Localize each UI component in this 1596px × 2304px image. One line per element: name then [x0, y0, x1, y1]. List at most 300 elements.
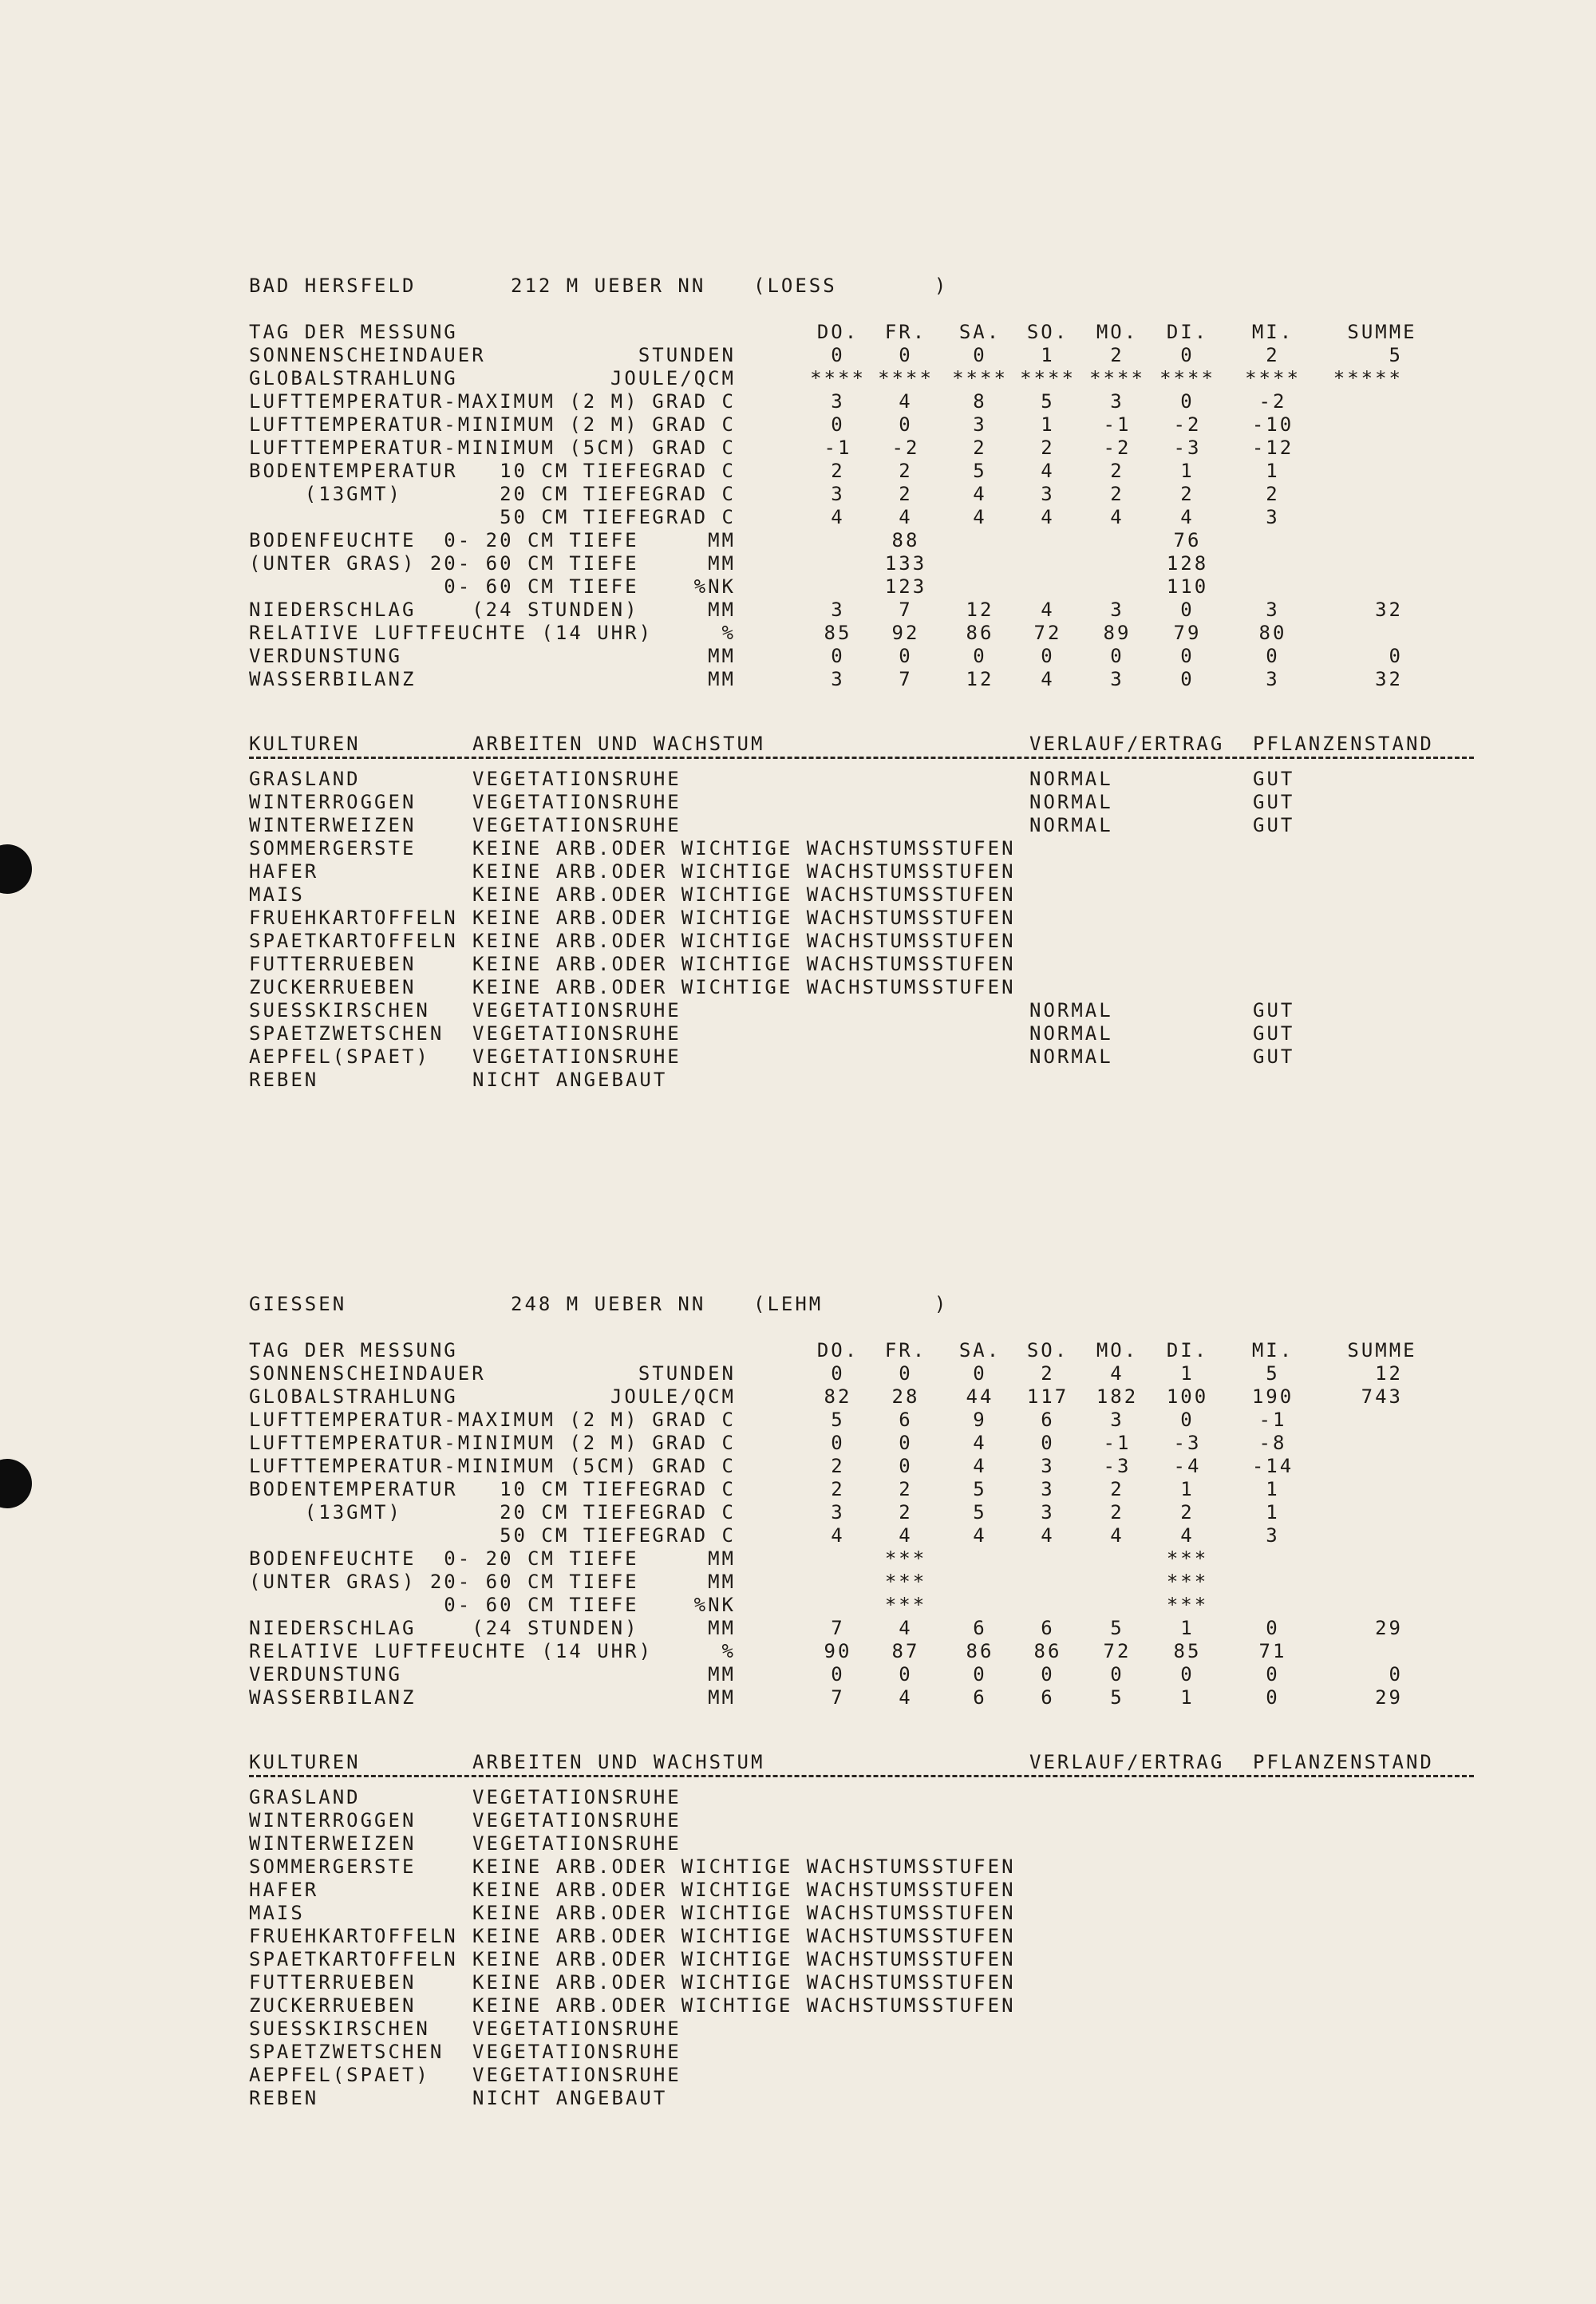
measurement-value: 2 — [1180, 1501, 1195, 1523]
measurement-label: SONNENSCHEINDAUER — [249, 344, 486, 366]
measurement-value: 3 — [973, 413, 987, 436]
measurement-value: -1 — [1258, 1409, 1287, 1431]
measurement-value: 5 — [1110, 1617, 1124, 1639]
measurement-value: 2 — [899, 1478, 913, 1500]
measurement-unit: MM — [708, 1571, 736, 1593]
measurement-value: 80 — [1258, 622, 1287, 644]
measurement-unit: MM — [708, 668, 736, 690]
culture-work: KEINE ARB.ODER WICHTIGE WACHSTUMSSTUFEN — [472, 837, 1016, 860]
measurement-value: 4 — [1041, 460, 1055, 482]
measurement-value: 82 — [824, 1385, 852, 1408]
culture-name: FUTTERRUEBEN — [249, 1971, 417, 1994]
measurement-label: BODENTEMPERATUR 10 CM TIEFE — [249, 1478, 654, 1500]
measurement-value: 2 — [899, 460, 913, 482]
measurement-value: 4 — [973, 506, 987, 528]
culture-work: KEINE ARB.ODER WICHTIGE WACHSTUMSSTUFEN — [472, 1902, 1016, 1924]
measurement-value: 2 — [1110, 344, 1124, 366]
measurement-value: 4 — [831, 1524, 845, 1547]
measurement-value: 117 — [1026, 1385, 1069, 1408]
measurement-value: *** — [884, 1594, 927, 1616]
culture-name: HAFER — [249, 860, 319, 883]
measurement-value: 123 — [884, 575, 927, 598]
measurement-value: 4 — [831, 506, 845, 528]
culture-work: VEGETATIONSRUHE — [472, 2017, 681, 2040]
measurement-value: 2 — [1110, 1478, 1124, 1500]
measurement-label: BODENTEMPERATUR 10 CM TIEFE — [249, 460, 654, 482]
measurement-value: 5 — [1041, 390, 1055, 413]
measurement-unit: GRAD C — [652, 483, 736, 505]
culture-work: VEGETATIONSRUHE — [472, 999, 681, 1022]
measurement-sum: ***** — [1333, 367, 1403, 389]
measurement-value: -3 — [1173, 437, 1202, 459]
measurement-value: 71 — [1258, 1640, 1287, 1662]
measurement-value: 1 — [1041, 413, 1055, 436]
day-header: DI. — [1166, 321, 1209, 343]
measurement-value: 3 — [1110, 1409, 1124, 1431]
culture-verlauf: NORMAL — [1029, 1045, 1113, 1068]
culture-work: KEINE ARB.ODER WICHTIGE WACHSTUMSSTUFEN — [472, 953, 1016, 975]
measurement-label: TAG DER MESSUNG — [249, 1339, 458, 1361]
measurement-value: 2 — [973, 437, 987, 459]
measurement-unit: MM — [708, 529, 736, 551]
measurement-value: 3 — [1041, 1478, 1055, 1500]
culture-name: ZUCKERRUEBEN — [249, 976, 417, 998]
measurement-value: 0 — [973, 645, 987, 667]
measurement-label: GLOBALSTRAHLUNG — [249, 1385, 458, 1408]
measurement-value: 0 — [831, 1362, 845, 1385]
measurement-unit: GRAD C — [652, 390, 736, 413]
measurement-unit: GRAD C — [652, 437, 736, 459]
measurement-value: 3 — [1266, 599, 1280, 621]
measurement-value: *** — [1166, 1594, 1209, 1616]
measurement-sum: 5 — [1389, 344, 1403, 366]
measurement-unit: %NK — [693, 1594, 736, 1616]
measurement-value: 6 — [899, 1409, 913, 1431]
measurement-label: LUFTTEMPERATUR-MINIMUM (5CM) — [249, 1455, 639, 1477]
measurement-value: 0 — [831, 1663, 845, 1686]
measurement-value: 0 — [1110, 645, 1124, 667]
measurement-label: 0- 60 CM TIEFE — [249, 1594, 639, 1616]
measurement-value: 0 — [831, 413, 845, 436]
measurement-value: 4 — [973, 1524, 987, 1547]
measurement-value: 3 — [831, 483, 845, 505]
measurement-value: 44 — [966, 1385, 994, 1408]
measurement-unit: GRAD C — [652, 413, 736, 436]
measurement-unit: GRAD C — [652, 506, 736, 528]
measurement-value: 4 — [973, 483, 987, 505]
measurement-value: -3 — [1173, 1432, 1202, 1454]
measurement-unit: MM — [708, 1686, 736, 1709]
measurement-value: 4 — [1041, 599, 1055, 621]
culture-work: VEGETATIONSRUHE — [472, 1832, 681, 1855]
measurement-unit: STUNDEN — [638, 1362, 736, 1385]
culture-work: VEGETATIONSRUHE — [472, 1809, 681, 1832]
measurement-label: GLOBALSTRAHLUNG — [249, 367, 458, 389]
culture-name: WINTERROGGEN — [249, 1809, 417, 1832]
measurement-value: 2 — [1266, 344, 1280, 366]
measurement-unit: % — [721, 622, 736, 644]
measurement-value: **** — [810, 367, 866, 389]
culture-work: VEGETATIONSRUHE — [472, 2064, 681, 2086]
culture-name: AEPFEL(SPAET) — [249, 1045, 430, 1068]
culture-verlauf: NORMAL — [1029, 999, 1113, 1022]
measurement-sum: 0 — [1389, 1663, 1403, 1686]
culture-work: VEGETATIONSRUHE — [472, 1045, 681, 1068]
measurement-value: -1 — [1103, 1432, 1132, 1454]
measurement-value: 6 — [973, 1617, 987, 1639]
culture-name: SPAETZWETSCHEN — [249, 2041, 444, 2063]
measurement-value: 6 — [1041, 1617, 1055, 1639]
measurement-value: 0 — [831, 1432, 845, 1454]
measurement-label: (13GMT) 20 CM TIEFE — [249, 483, 654, 505]
measurement-value: 86 — [1033, 1640, 1062, 1662]
measurement-value: **** — [952, 367, 1008, 389]
culture-header-stand: PFLANZENSTAND — [1253, 733, 1434, 755]
measurement-value: 3 — [831, 390, 845, 413]
measurement-value: 0 — [1110, 1663, 1124, 1686]
measurement-sum: 12 — [1375, 1362, 1403, 1385]
day-header: MI. — [1251, 1339, 1294, 1361]
measurement-value: 72 — [1033, 622, 1062, 644]
measurement-label: NIEDERSCHLAG (24 STUNDEN) — [249, 599, 639, 621]
measurement-unit: GRAD C — [652, 1524, 736, 1547]
measurement-unit: MM — [708, 552, 736, 575]
measurement-value: 0 — [1266, 1617, 1280, 1639]
measurement-value: 0 — [1266, 645, 1280, 667]
measurement-value: 4 — [899, 1686, 913, 1709]
measurement-value: 86 — [966, 622, 994, 644]
measurement-value: 88 — [891, 529, 920, 551]
measurement-value: 0 — [1180, 1409, 1195, 1431]
measurement-value: 7 — [831, 1617, 845, 1639]
culture-work: KEINE ARB.ODER WICHTIGE WACHSTUMSSTUFEN — [472, 1879, 1016, 1901]
day-header: DI. — [1166, 1339, 1209, 1361]
culture-work: KEINE ARB.ODER WICHTIGE WACHSTUMSSTUFEN — [472, 930, 1016, 952]
measurement-label: TAG DER MESSUNG — [249, 321, 458, 343]
measurement-label: (13GMT) 20 CM TIEFE — [249, 1501, 654, 1523]
measurement-value: 0 — [1180, 599, 1195, 621]
culture-name: SOMMERGERSTE — [249, 837, 417, 860]
measurement-unit: MM — [708, 1617, 736, 1639]
measurement-value: -2 — [1258, 390, 1287, 413]
measurement-value: 0 — [899, 1432, 913, 1454]
culture-name: GRASLAND — [249, 1786, 361, 1808]
measurement-value: 0 — [831, 344, 845, 366]
measurement-value: 182 — [1096, 1385, 1139, 1408]
measurement-label: (UNTER GRAS) 20- 60 CM TIEFE — [249, 1571, 639, 1593]
measurement-value: 0 — [899, 1362, 913, 1385]
measurement-label: LUFTTEMPERATUR-MAXIMUM (2 M) — [249, 1409, 639, 1431]
measurement-value: 0 — [1266, 1686, 1280, 1709]
station-altitude: 248 M UEBER NN — [511, 1293, 706, 1315]
measurement-unit: GRAD C — [652, 460, 736, 482]
culture-verlauf: NORMAL — [1029, 768, 1113, 790]
measurement-value: 3 — [1041, 1455, 1055, 1477]
measurement-value: 2 — [1110, 460, 1124, 482]
measurement-value: 2 — [1041, 437, 1055, 459]
measurement-value: 4 — [899, 1524, 913, 1547]
measurement-value: 5 — [1266, 1362, 1280, 1385]
culture-work: KEINE ARB.ODER WICHTIGE WACHSTUMSSTUFEN — [472, 907, 1016, 929]
culture-verlauf: NORMAL — [1029, 814, 1113, 836]
culture-work: VEGETATIONSRUHE — [472, 791, 681, 813]
culture-verlauf: NORMAL — [1029, 1022, 1113, 1045]
measurement-label: SONNENSCHEINDAUER — [249, 1362, 486, 1385]
culture-work: KEINE ARB.ODER WICHTIGE WACHSTUMSSTUFEN — [472, 883, 1016, 906]
measurement-label: RELATIVE LUFTFEUCHTE (14 UHR) — [249, 622, 654, 644]
measurement-value: 4 — [1041, 1524, 1055, 1547]
measurement-value: 100 — [1166, 1385, 1209, 1408]
culture-name: SOMMERGERSTE — [249, 1855, 417, 1878]
culture-name: WINTERWEIZEN — [249, 814, 417, 836]
station-soil: (LEHM ) — [753, 1293, 949, 1315]
culture-work: NICHT ANGEBAUT — [472, 2087, 668, 2109]
station-soil: (LOESS ) — [753, 275, 949, 297]
measurement-value: 89 — [1103, 622, 1132, 644]
measurement-label: 0- 60 CM TIEFE — [249, 575, 639, 598]
culture-work: KEINE ARB.ODER WICHTIGE WACHSTUMSSTUFEN — [472, 976, 1016, 998]
measurement-value: 0 — [899, 1455, 913, 1477]
measurement-value: 7 — [899, 599, 913, 621]
culture-name: SPAETKARTOFFELN — [249, 1948, 458, 1970]
measurement-unit: GRAD C — [652, 1501, 736, 1523]
measurement-value: 85 — [824, 622, 852, 644]
measurement-value: 7 — [831, 1686, 845, 1709]
measurement-unit: MM — [708, 599, 736, 621]
measurement-value: 4 — [899, 1617, 913, 1639]
measurement-label: 50 CM TIEFE — [249, 1524, 654, 1547]
measurement-value: 72 — [1103, 1640, 1132, 1662]
measurement-value: 87 — [891, 1640, 920, 1662]
measurement-value: 6 — [1041, 1686, 1055, 1709]
measurement-value: 0 — [1180, 1663, 1195, 1686]
measurement-value: 1 — [1180, 1686, 1195, 1709]
day-header: SA. — [958, 1339, 1001, 1361]
measurement-value: 4 — [1110, 1524, 1124, 1547]
measurement-sum: 0 — [1389, 645, 1403, 667]
measurement-value: 1 — [1266, 1478, 1280, 1500]
measurement-value: 8 — [973, 390, 987, 413]
culture-name: AEPFEL(SPAET) — [249, 2064, 430, 2086]
culture-name: SPAETZWETSCHEN — [249, 1022, 444, 1045]
measurement-value: 4 — [899, 390, 913, 413]
measurement-value: 2 — [1266, 483, 1280, 505]
culture-stand: GUT — [1253, 768, 1295, 790]
measurement-value: 4 — [973, 1455, 987, 1477]
culture-verlauf: NORMAL — [1029, 791, 1113, 813]
measurement-value: *** — [1166, 1547, 1209, 1570]
measurement-value: 0 — [1041, 1432, 1055, 1454]
culture-name: SUESSKIRSCHEN — [249, 2017, 430, 2040]
day-header: DO. — [816, 1339, 859, 1361]
punch-hole — [0, 1459, 32, 1508]
sum-header: SUMME — [1347, 321, 1417, 343]
measurement-value: *** — [884, 1547, 927, 1570]
measurement-value: 0 — [973, 1362, 987, 1385]
measurement-value: -14 — [1251, 1455, 1294, 1477]
measurement-value: **** — [1020, 367, 1076, 389]
measurement-value: 79 — [1173, 622, 1202, 644]
culture-name: GRASLAND — [249, 768, 361, 790]
measurement-label: LUFTTEMPERATUR-MAXIMUM (2 M) — [249, 390, 639, 413]
measurement-value: 1 — [1180, 1617, 1195, 1639]
measurement-value: -1 — [1103, 413, 1132, 436]
measurement-value: 2 — [1041, 1362, 1055, 1385]
measurement-value: 4 — [1110, 506, 1124, 528]
measurement-value: 3 — [1266, 668, 1280, 690]
measurement-label: WASSERBILANZ — [249, 1686, 417, 1709]
culture-stand: GUT — [1253, 814, 1295, 836]
measurement-value: 3 — [1266, 506, 1280, 528]
measurement-value: 5 — [973, 1501, 987, 1523]
measurement-value: -12 — [1251, 437, 1294, 459]
measurement-value: 6 — [1041, 1409, 1055, 1431]
measurement-value: *** — [884, 1571, 927, 1593]
culture-work: VEGETATIONSRUHE — [472, 814, 681, 836]
measurement-label: WASSERBILANZ — [249, 668, 417, 690]
measurement-value: 2 — [831, 1455, 845, 1477]
measurement-value: 90 — [824, 1640, 852, 1662]
culture-stand: GUT — [1253, 999, 1295, 1022]
measurement-value: 1 — [1266, 460, 1280, 482]
measurement-value: 0 — [899, 1663, 913, 1686]
culture-name: ZUCKERRUEBEN — [249, 1994, 417, 2017]
measurement-value: 3 — [1266, 1524, 1280, 1547]
day-header: FR. — [884, 1339, 927, 1361]
culture-name: FRUEHKARTOFFELN — [249, 907, 458, 929]
culture-work: KEINE ARB.ODER WICHTIGE WACHSTUMSSTUFEN — [472, 1855, 1016, 1878]
measurement-value: 0 — [1266, 1663, 1280, 1686]
measurement-value: 5 — [973, 460, 987, 482]
measurement-unit: GRAD C — [652, 1409, 736, 1431]
measurement-value: **** — [1159, 367, 1215, 389]
measurement-value: 5 — [1110, 1686, 1124, 1709]
measurement-value: 1 — [1180, 1362, 1195, 1385]
measurement-value: 0 — [1180, 645, 1195, 667]
measurement-value: -2 — [891, 437, 920, 459]
measurement-value: 4 — [1041, 506, 1055, 528]
culture-name: SUESSKIRSCHEN — [249, 999, 430, 1022]
measurement-value: 1 — [1180, 1478, 1195, 1500]
measurement-value: **** — [1089, 367, 1145, 389]
measurement-unit: GRAD C — [652, 1478, 736, 1500]
measurement-value: 3 — [1041, 483, 1055, 505]
day-header: SO. — [1026, 1339, 1069, 1361]
measurement-value: 4 — [899, 506, 913, 528]
culture-work: VEGETATIONSRUHE — [472, 2041, 681, 2063]
measurement-unit: MM — [708, 645, 736, 667]
measurement-unit: % — [721, 1640, 736, 1662]
culture-stand: GUT — [1253, 1045, 1295, 1068]
measurement-sum: 743 — [1361, 1385, 1403, 1408]
day-header: MI. — [1251, 321, 1294, 343]
measurement-unit: GRAD C — [652, 1432, 736, 1454]
measurement-value: 3 — [831, 668, 845, 690]
measurement-unit: MM — [708, 1547, 736, 1570]
measurement-value: 0 — [1041, 1663, 1055, 1686]
measurement-unit: STUNDEN — [638, 344, 736, 366]
station-altitude: 212 M UEBER NN — [511, 275, 706, 297]
dashed-divider — [249, 757, 1474, 759]
culture-work: VEGETATIONSRUHE — [472, 768, 681, 790]
station-name: BAD HERSFELD — [249, 275, 417, 297]
measurement-value: 1 — [1266, 1501, 1280, 1523]
measurement-value: 3 — [1041, 1501, 1055, 1523]
measurement-value: 1 — [1180, 460, 1195, 482]
measurement-sum: 32 — [1375, 599, 1403, 621]
day-header: DO. — [816, 321, 859, 343]
measurement-value: 0 — [1180, 344, 1195, 366]
measurement-value: 92 — [891, 622, 920, 644]
culture-stand: GUT — [1253, 1022, 1295, 1045]
measurement-value: 28 — [891, 1385, 920, 1408]
measurement-label: (UNTER GRAS) 20- 60 CM TIEFE — [249, 552, 639, 575]
measurement-value: -2 — [1103, 437, 1132, 459]
measurement-value: 0 — [1180, 668, 1195, 690]
measurement-value: 0 — [973, 1663, 987, 1686]
measurement-value: -8 — [1258, 1432, 1287, 1454]
measurement-value: 2 — [831, 1478, 845, 1500]
measurement-value: 4 — [1180, 506, 1195, 528]
measurement-value: 4 — [1110, 1362, 1124, 1385]
measurement-value: 1 — [1041, 344, 1055, 366]
culture-work: KEINE ARB.ODER WICHTIGE WACHSTUMSSTUFEN — [472, 1994, 1016, 2017]
measurement-value: 4 — [973, 1432, 987, 1454]
culture-name: FRUEHKARTOFFELN — [249, 1925, 458, 1947]
measurement-value: **** — [878, 367, 934, 389]
culture-stand: GUT — [1253, 791, 1295, 813]
culture-name: FUTTERRUEBEN — [249, 953, 417, 975]
measurement-value: *** — [1166, 1571, 1209, 1593]
measurement-value: 190 — [1251, 1385, 1294, 1408]
measurement-label: LUFTTEMPERATUR-MINIMUM (5CM) — [249, 437, 639, 459]
measurement-unit: GRAD C — [652, 1455, 736, 1477]
measurement-value: 0 — [1180, 390, 1195, 413]
culture-header-arbeiten: ARBEITEN UND WACHSTUM — [472, 1751, 765, 1773]
measurement-value: 2 — [1110, 1501, 1124, 1523]
measurement-value: 2 — [899, 1501, 913, 1523]
measurement-value: 76 — [1173, 529, 1202, 551]
measurement-label: 50 CM TIEFE — [249, 506, 654, 528]
measurement-unit: JOULE/QCM — [610, 367, 736, 389]
sum-header: SUMME — [1347, 1339, 1417, 1361]
measurement-value: 12 — [966, 668, 994, 690]
punch-hole — [0, 844, 32, 894]
measurement-value: 3 — [1110, 599, 1124, 621]
measurement-value: 5 — [973, 1478, 987, 1500]
culture-work: NICHT ANGEBAUT — [472, 1069, 668, 1091]
day-header: SA. — [958, 321, 1001, 343]
measurement-value: 4 — [1041, 668, 1055, 690]
measurement-label: BODENFEUCHTE 0- 20 CM TIEFE — [249, 1547, 639, 1570]
culture-work: KEINE ARB.ODER WICHTIGE WACHSTUMSSTUFEN — [472, 860, 1016, 883]
measurement-unit: %NK — [693, 575, 736, 598]
measurement-value: 12 — [966, 599, 994, 621]
measurement-value: 0 — [899, 413, 913, 436]
measurement-value: 2 — [1110, 483, 1124, 505]
measurement-value: 86 — [966, 1640, 994, 1662]
measurement-sum: 32 — [1375, 668, 1403, 690]
culture-work: KEINE ARB.ODER WICHTIGE WACHSTUMSSTUFEN — [472, 1948, 1016, 1970]
culture-work: KEINE ARB.ODER WICHTIGE WACHSTUMSSTUFEN — [472, 1971, 1016, 1994]
culture-header-arbeiten: ARBEITEN UND WACHSTUM — [472, 733, 765, 755]
measurement-unit: MM — [708, 1663, 736, 1686]
measurement-value: 6 — [973, 1686, 987, 1709]
culture-name: REBEN — [249, 1069, 319, 1091]
measurement-value: 0 — [1041, 645, 1055, 667]
measurement-label: BODENFEUCHTE 0- 20 CM TIEFE — [249, 529, 639, 551]
day-header: FR. — [884, 321, 927, 343]
